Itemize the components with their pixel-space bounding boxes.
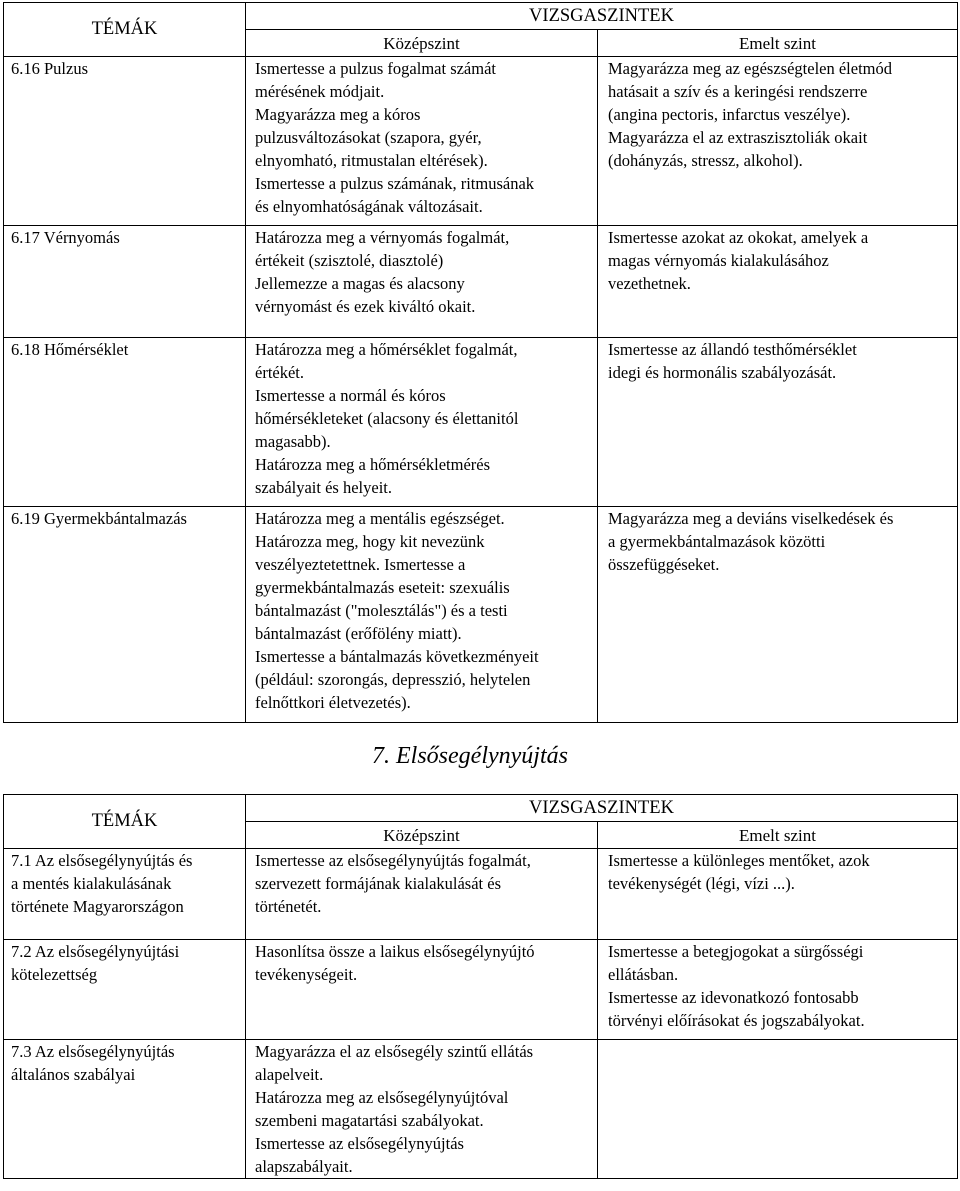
advanced-level-cell bbox=[598, 849, 958, 940]
text-line: 7.1 Az elsősegélynyújtás és bbox=[11, 851, 193, 870]
text-line: törvényi előírásokat és jogszabályokat. bbox=[608, 1011, 865, 1030]
text-line: Ismertesse a pulzus számának, ritmusának bbox=[255, 174, 535, 193]
text-line: Határozza meg, hogy kit nevezünk bbox=[255, 532, 485, 551]
text-line: gyermekbántalmazás eseteit: szexuális bbox=[255, 578, 510, 597]
text-line: történetét. bbox=[255, 897, 322, 916]
topic-cell: 6.19 Gyermekbántalmazás bbox=[4, 507, 246, 723]
topic-cell: 6.17 Vérnyomás bbox=[4, 226, 246, 338]
topic-cell: 6.18 Hőmérséklet bbox=[4, 338, 246, 507]
table-row bbox=[4, 226, 958, 338]
advanced-level-cell bbox=[598, 57, 958, 226]
exam-levels-header: VIZSGASZINTEK bbox=[246, 795, 958, 822]
text-line: általános szabályai bbox=[11, 1065, 136, 1084]
section-title: 7. Elsősegélynyújtás bbox=[372, 743, 568, 769]
text-line: mérésének módjait. bbox=[255, 82, 385, 101]
text-line: szervezett formájának kialakulását és bbox=[255, 874, 502, 893]
text-line: Hasonlítsa össze a laikus elsősegélynyújtó bbox=[255, 942, 535, 961]
table-row bbox=[4, 507, 958, 723]
advanced-level-header: Emelt szint bbox=[598, 30, 958, 57]
advanced-level-cell bbox=[598, 940, 958, 1040]
text-line: Magyarázza el az extraszisztoliák okait bbox=[608, 128, 868, 147]
text-line: (angina pectoris, infarctus veszélye). bbox=[608, 105, 851, 124]
topic-cell: 6.16 Pulzus bbox=[4, 57, 246, 226]
table-row bbox=[4, 849, 958, 940]
topic-cell bbox=[4, 1040, 246, 1179]
table-row bbox=[4, 338, 958, 507]
mid-level-header: Középszint bbox=[246, 822, 598, 849]
text-line: Ismertesse azokat az okokat, amelyek a bbox=[608, 228, 869, 247]
text-line: Határozza meg a vérnyomás fogalmát, bbox=[255, 228, 510, 247]
mid-level-cell bbox=[246, 226, 598, 338]
text-line: Magyarázza el az elsősegély szintű ellátás bbox=[255, 1042, 534, 1061]
exam-levels-header: VIZSGASZINTEK bbox=[246, 3, 958, 30]
text-line: veszélyeztetettnek. Ismertesse a bbox=[255, 555, 466, 574]
text-line: bántalmazást (erőfölény miatt). bbox=[255, 624, 462, 643]
advanced-level-cell bbox=[598, 507, 958, 723]
text-line: szembeni magatartási szabályokat. bbox=[255, 1111, 484, 1130]
text-line: hőmérsékleteket (alacsony és élettanitól bbox=[255, 409, 519, 428]
topics-header: TÉMÁK bbox=[4, 795, 246, 849]
text-line: Ismertesse az idevonatkozó fontosabb bbox=[608, 988, 859, 1007]
mid-level-cell bbox=[246, 1040, 598, 1179]
text-line: (például: szorongás, depresszió, helytelen bbox=[255, 670, 531, 689]
text-line: tevékenységét (légi, vízi ...). bbox=[608, 874, 795, 893]
text-line: hatásait a szív és a keringési rendszerre bbox=[608, 82, 868, 101]
text-line: Magyarázza meg az egészségtelen életmód bbox=[608, 59, 893, 78]
text-line: (dohányzás, stressz, alkohol). bbox=[608, 151, 803, 170]
text-line: és elnyomhatóságának változásait. bbox=[255, 197, 483, 216]
text-line: idegi és hormonális szabályozását. bbox=[608, 363, 837, 382]
text-line: Határozza meg az elsősegélynyújtóval bbox=[255, 1088, 509, 1107]
text-line: története Magyarországon bbox=[11, 897, 184, 916]
text-line: a gyermekbántalmazások közötti bbox=[608, 532, 826, 551]
text-line: a mentés kialakulásának bbox=[11, 874, 172, 893]
mid-level-cell bbox=[246, 507, 598, 723]
advanced-level-cell bbox=[598, 1040, 958, 1179]
text-line: Ismertesse az elsősegélynyújtás bbox=[255, 1134, 464, 1153]
text-line: magasabb). bbox=[255, 432, 331, 451]
text-line: szabályait és helyeit. bbox=[255, 478, 392, 497]
topics-table-first-aid bbox=[3, 794, 958, 1179]
mid-level-cell bbox=[246, 940, 598, 1040]
text-line: Határozza meg a hőmérséklet fogalmát, bbox=[255, 340, 518, 359]
table-row bbox=[4, 57, 958, 226]
text-line: Ismertesse az állandó testhőmérséklet bbox=[608, 340, 857, 359]
mid-level-cell bbox=[246, 338, 598, 507]
text-line: Jellemezze a magas és alacsony bbox=[255, 274, 465, 293]
text-line: Magyarázza meg a deviáns viselkedések és bbox=[608, 509, 894, 528]
topic-cell bbox=[4, 849, 246, 940]
text-line: elnyomható, ritmustalan eltérések). bbox=[255, 151, 488, 170]
text-line: alapelveit. bbox=[255, 1065, 324, 1084]
text-line: Ismertesse a normál és kóros bbox=[255, 386, 446, 405]
text-line: Határozza meg a mentális egészséget. bbox=[255, 509, 505, 528]
text-line: értékét. bbox=[255, 363, 305, 382]
text-line: tevékenységeit. bbox=[255, 965, 358, 984]
text-line: kötelezettség bbox=[11, 965, 98, 984]
text-line: Ismertesse az elsősegélynyújtás fogalmát, bbox=[255, 851, 531, 870]
text-line: ellátásban. bbox=[608, 965, 679, 984]
text-line: pulzusváltozásokat (szapora, gyér, bbox=[255, 128, 482, 147]
advanced-level-cell bbox=[598, 338, 958, 507]
topic-cell bbox=[4, 940, 246, 1040]
text-line: bántalmazást ("molesztálás") és a testi bbox=[255, 601, 508, 620]
text-line: Magyarázza meg a kóros bbox=[255, 105, 421, 124]
text-line: 7.3 Az elsősegélynyújtás bbox=[11, 1042, 175, 1061]
text-line: értékeit (szisztolé, diasztolé) bbox=[255, 251, 444, 270]
text-line: Ismertesse a különleges mentőket, azok bbox=[608, 851, 870, 870]
table-row bbox=[4, 940, 958, 1040]
text-line: vérnyomást és ezek kiváltó okait. bbox=[255, 297, 476, 316]
table-row bbox=[4, 1040, 958, 1179]
text-line: 7.2 Az elsősegélynyújtási bbox=[11, 942, 180, 961]
text-line: összefüggéseket. bbox=[608, 555, 720, 574]
text-line: Ismertesse a betegjogokat a sürgősségi bbox=[608, 942, 864, 961]
text-line: Ismertesse a bántalmazás következményeit bbox=[255, 647, 539, 666]
mid-level-cell bbox=[246, 849, 598, 940]
mid-level-header: Középszint bbox=[246, 30, 598, 57]
text-line: Határozza meg a hőmérsékletmérés bbox=[255, 455, 491, 474]
text-line: magas vérnyomás kialakulásához bbox=[608, 251, 829, 270]
text-line: vezethetnek. bbox=[608, 274, 691, 293]
advanced-level-cell bbox=[598, 226, 958, 338]
advanced-level-header: Emelt szint bbox=[598, 822, 958, 849]
text-line: alapszabályait. bbox=[255, 1157, 353, 1176]
topics-header: TÉMÁK bbox=[4, 3, 246, 57]
text-line: felnőttkori életvezetés). bbox=[255, 693, 411, 712]
mid-level-cell bbox=[246, 57, 598, 226]
text-line: Ismertesse a pulzus fogalmat számát bbox=[255, 59, 496, 78]
topics-table-health-basics bbox=[3, 2, 958, 723]
